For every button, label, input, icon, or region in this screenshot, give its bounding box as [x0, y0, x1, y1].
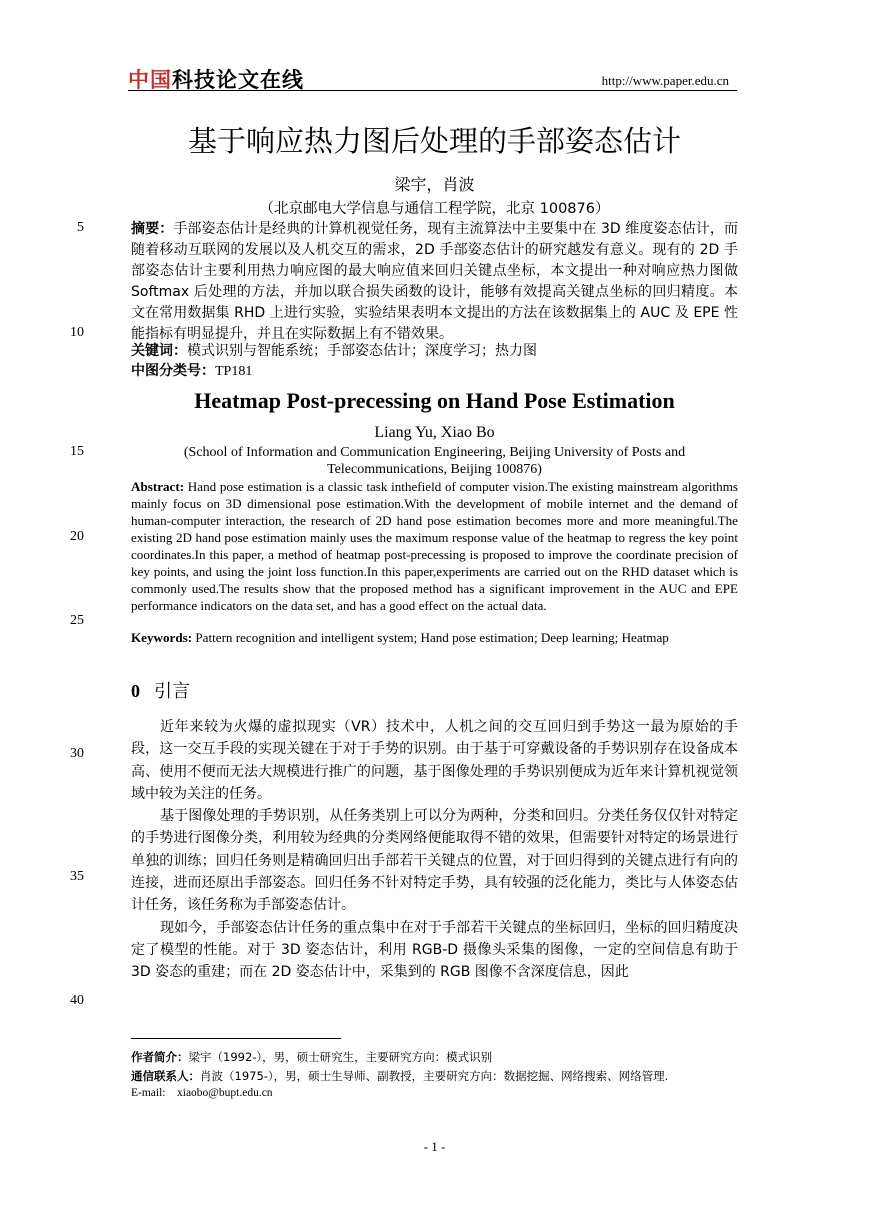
- affiliation-en: (School of Information and Communication Engineering, Beijing University of Posts and Telecommunications, Beijing 100876): [183, 445, 686, 477]
- line-number: 25: [70, 613, 84, 628]
- clc-number: [131, 361, 738, 382]
- body-paragraph: 近年来较为火爆的虚拟现实（VR）技术中，人机之间的交互回归到手势这一最为原始的手段，这一交互手段的实现关键在于对于手势的识别。由于基于可穿戴设备的手势识别存在设备成本高、使用不便而无法大规模进行推广的问题，基于图像处理的手势识别便成为近年来计算机视觉领域中较为关注的任务。: [131, 719, 738, 802]
- footnote-email: [131, 1085, 738, 1102]
- footnote-author: [131, 1049, 738, 1066]
- footnote-contact: [131, 1068, 738, 1085]
- keywords-en-text: Pattern recognition and intelligent system; Hand pose estimation; Deep learning; Heatmap: [195, 630, 669, 645]
- footnote-author-label: 作者简介：: [131, 1050, 189, 1064]
- abstract-en-text: Hand pose estimation is a classic task inthefield of computer vision.The existing mainstream algorithms mainly focus on 3D dimensional pose estimation.With the development of mobile internet and the demand of human-computer interaction, the research of 2D hand pose estimation becomes more and more meaningful.The existing 2D hand pose estimation mainly uses the maximum response value of the heatmap to regress the key point coordinates.In this paper, a method of heatmap post-precessing is proposed to improve the coordinate precision of key points, and using the joint loss function.In this paper,experiments are carried out on the RHD dataset which is commonly used.The results show that the proposed method has a significant improvement in the AUC and EPE performance indicators on the data set, and has a good effect on the actual data.: [131, 479, 738, 613]
- email-link[interactable]: xiaobo@bupt.edu.cn: [177, 1087, 273, 1099]
- body-paragraph: 现如今，手部姿态估计任务的重点集中在对于手部若干关键点的坐标回归，坐标的回归精度决定了模型的性能。对于 3D 姿态估计，利用 RGB-D 摄像头采集的图像，一定的空间信息有助于 3D 姿态的重建；而在 2D 姿态估计中，采集到的 RGB 图像不含深度信息，因此: [131, 919, 738, 981]
- line-number: 30: [70, 746, 84, 761]
- line-number: 10: [70, 325, 84, 340]
- abstract-en: [131, 478, 738, 614]
- site-logo: 中国科技论文在线: [128, 68, 304, 92]
- footnote-contact-label: 通信联系人：: [131, 1069, 200, 1083]
- abstract-cn-label: 摘要：: [131, 221, 174, 237]
- line-number: 15: [70, 444, 84, 459]
- header-rule: [128, 90, 737, 91]
- affiliation-cn: （北京邮电大学信息与通信工程学院，北京 100876）: [259, 201, 610, 217]
- email-label: E-mail:: [131, 1087, 166, 1099]
- clc-label: 中图分类号：: [131, 363, 215, 379]
- clc-text: TP181: [215, 364, 253, 379]
- line-number: 5: [77, 220, 84, 235]
- body-paragraph: 基于图像处理的手势识别，从任务类别上可以分为两种，分类和回归。分类任务仅仅针对特定的手势进行图像分类，利用较为经典的分类网络便能取得不错的效果，但需要针对特定的场景进行单独的训练；回归任务则是精确回归出手部若干关键点的位置，对于回归得到的关键点进行有向的连接，进而还原出手部姿态。回归任务不针对特定手势，具有较强的泛化能力，类比与人体姿态估计任务，该任务称为手部姿态估计。: [131, 808, 738, 914]
- authors-en: Liang Yu, Xiao Bo: [374, 424, 495, 441]
- keywords-en: [131, 629, 751, 646]
- keywords-en-label: Keywords:: [131, 630, 193, 645]
- line-number: 40: [70, 993, 84, 1008]
- section-heading: [131, 677, 190, 703]
- abstract-cn: [131, 219, 738, 345]
- header-url[interactable]: http://www.paper.edu.cn: [601, 73, 729, 88]
- abstract-cn-text: 手部姿态估计是经典的计算机视觉任务，现有主流算法中主要集中在 3D 维度姿态估计，而随着移动互联网的发展以及人机交互的需求，2D 手部姿态估计的研究越发有意义。现有的 2D 手部姿态估计主要利用热力响应图的最大响应值来回归关键点坐标，本文提出一种对响应热力图做 Softmax 后处理的方法，并加以联合损失函数的设计，能够有效提高关键点坐标的回归精度。本文在常用数据集 RHD 上进行实验，实验结果表明本文提出的方法在该数据集上的 AUC 及 EPE 性能指标有明显提升，并且在实际数据上有不错效果。: [131, 221, 739, 342]
- authors-cn: 梁宇，肖波: [394, 175, 475, 194]
- footnote-author-text: 梁宇（1992-），男，硕士研究生，主要研究方向：模式识别: [188, 1050, 493, 1064]
- paper-title-cn: 基于响应热力图后处理的手部姿态估计: [187, 124, 681, 158]
- section-title: 引言: [154, 681, 190, 702]
- keywords-cn-text: 模式识别与智能系统；手部姿态估计；深度学习；热力图: [187, 343, 537, 359]
- abstract-en-label: Abstract:: [131, 479, 185, 494]
- line-number: 35: [70, 869, 84, 884]
- footnote-contact-text: 肖波（1975-），男，硕士生导师、副教授，主要研究方向：数据挖掘、网络搜索、网络管理.: [200, 1069, 669, 1083]
- page-number: - 1 -: [423, 1139, 446, 1154]
- body-text: [131, 716, 738, 984]
- line-number: 20: [70, 529, 84, 544]
- keywords-cn: [131, 341, 738, 362]
- paper-title-en: Heatmap Post-precessing on Hand Pose Estimation: [194, 388, 675, 413]
- keywords-cn-label: 关键词：: [131, 343, 187, 359]
- section-number: 0: [131, 681, 140, 701]
- footnote-rule: [131, 1038, 341, 1039]
